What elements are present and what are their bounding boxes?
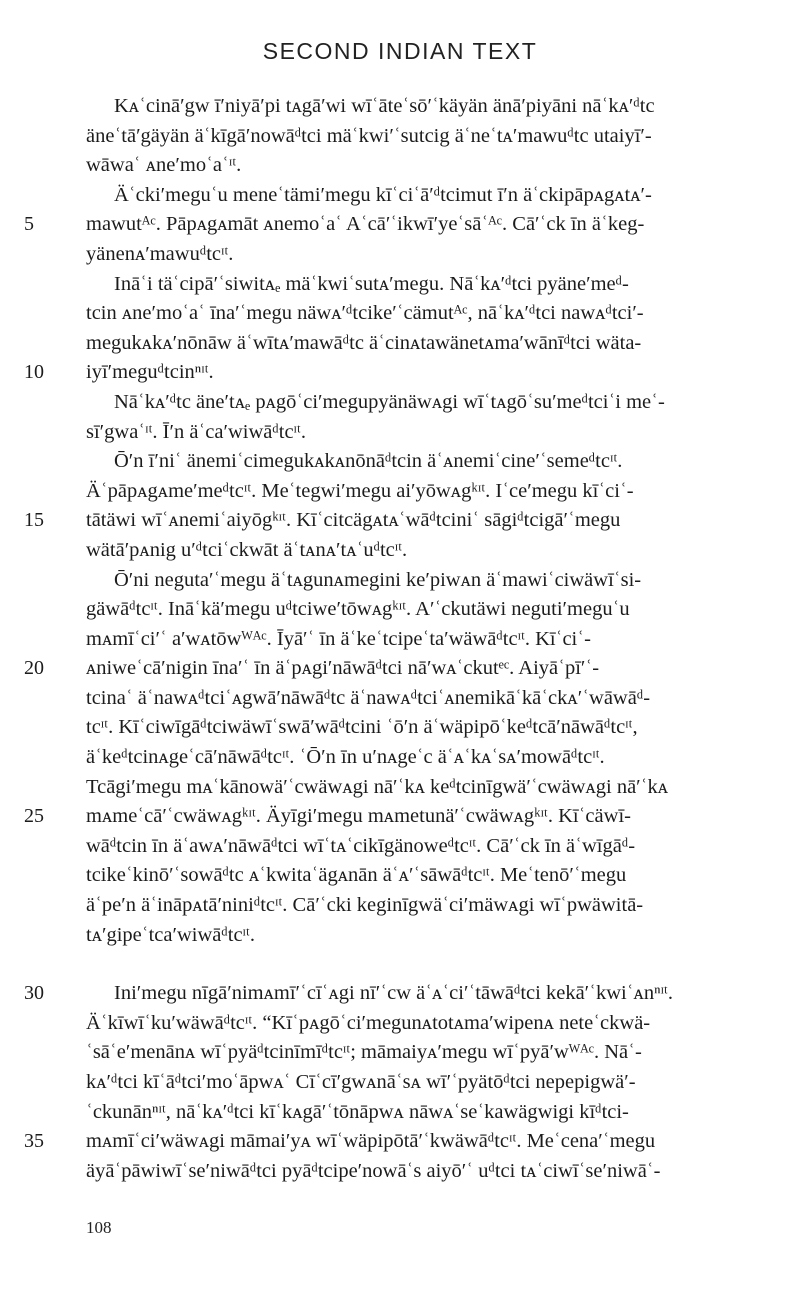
line-text: Kᴀʿcinā′gw ī′niyā′pi tᴀgā′wi wīʿāteʿsō′ʿkäyän änā′piyāni nāʿkᴀ′ᵈtc: [114, 95, 655, 117]
line-text: gäwāᵈtcᶦᵗ. Ināʿkä′megu uᵈtciwe′tōwᴀgᵏᶦᵗ. A′ʿckutäwi neguti′meguʿu: [86, 598, 630, 621]
line-text: ᴀniweʿcā′nigin īna′ʿ īn äʿpᴀgi′nāwāᵈtci nā′wᴀʿckutᵉᶜ. Aiyāʿpī′ʿ-: [86, 657, 600, 680]
text-line: [86, 418, 776, 448]
text-line: [86, 270, 776, 300]
line-text: tcinaʿ äʿnawᴀᵈtciʿᴀgwā′nāwāᵈtc äʿnawᴀᵈtciʿᴀnemikāʿkāʿckᴀ′ʿwāwāᵈ-: [86, 686, 651, 709]
line-text: tātäwi wīʿᴀnemiʿaiyōgᵏᶦᵗ. Kīʿcitcägᴀtᴀʿwāᵈtciniʿ sāgiᵈtcigā′ʿmegu: [86, 509, 621, 532]
text-line: [86, 832, 776, 862]
line-number: 10: [24, 361, 44, 384]
line-text: Ō′n ī′niʿ änemiʿcimegukᴀkᴀnōnāᵈtcin äʿᴀnemiʿcine′ʿsemeᵈtcᶦᵗ.: [114, 450, 623, 473]
text-line: [24, 358, 776, 388]
line-text: wätā′pᴀnig u′ᵈtciʿckwāt äʿtᴀnᴀ′tᴀʿuᵈtcᶦᵗ.: [86, 538, 408, 561]
text-line: [86, 447, 776, 477]
text-line: [24, 210, 776, 240]
text-line: [24, 802, 776, 832]
line-text: mᴀmīʿci′wäwᴀgi māmai′yᴀ wīʿwäpipōtā′ʿkwäwāᵈtcᶦᵗ. Meʿcena′ʿmegu: [86, 1130, 656, 1153]
line-text: mawutᴬᶜ. Pāpᴀgᴀmāt ᴀnemoʿaʿ Aʿcā′ʿikwī′yeʿsāʿᴬᶜ. Cā′ʿck īn äʿkeg-: [86, 213, 645, 236]
text-line: [86, 151, 776, 181]
text-line: [86, 1009, 776, 1039]
line-text: yänenᴀ′mawuᵈtcᶦᵗ.: [86, 242, 234, 265]
line-text: tᴀ′gipeʿtca′wiwāᵈtcᶦᵗ.: [86, 923, 255, 946]
body-text: [24, 92, 776, 1186]
line-text: tcikeʿkinō′ʿsowāᵈtc ᴀʿkwitaʿägᴀnān äʿᴀ′ʿsāwāᵈtcᶦᵗ. Meʿtenō′ʿmegu: [86, 864, 627, 887]
line-text: tcᶦᵗ. Kīʿciwīgāᵈtciwäwīʿswā′wāᵈtcini ʿō′n äʿwäpipōʿkeᵈtcā′nāwāᵈtcᶦᵗ,: [86, 716, 638, 739]
line-text: äʿkeᵈtcinᴀgeʿcā′nāwāᵈtcᶦᵗ. ʿŌ′n īn u′nᴀgeʿc äʿᴀʿkᴀʿsᴀ′mowāᵈtcᶦᵗ.: [86, 746, 605, 769]
line-number: 20: [24, 657, 44, 680]
text-line: [86, 1038, 776, 1068]
text-line: [86, 861, 776, 891]
line-number: 25: [24, 805, 44, 828]
text-line: [86, 388, 776, 418]
text-line: [86, 595, 776, 625]
text-line: [24, 979, 776, 1009]
text-line: [24, 506, 776, 536]
line-text: ʿckunānⁿᶦᵗ, nāʿkᴀ′ᵈtci kīʿkᴀgā′ʿtōnāpwᴀ nāwᴀʿseʿkawägwigi kīᵈtci-: [86, 1100, 629, 1123]
line-text: Äʿkīwīʿku′wäwāᵈtcᶦᵗ. “Kīʿpᴀgōʿci′megunᴀtotᴀma′wipenᴀ neteʿckwä-: [86, 1011, 651, 1034]
text-line: [86, 181, 776, 211]
line-text: Ini′megu nīgā′nimᴀmī′ʿcīʿᴀgi nī′ʿcw äʿᴀʿci′ʿtāwāᵈtci kekā′ʿkwiʿᴀnⁿᶦᵗ.: [114, 982, 673, 1005]
line-text: tcin ᴀne′moʿaʿ īna′ʿmegu näwᴀ′ᵈtcike′ʿcämutᴬᶜ, nāʿkᴀ′ᵈtci nawᴀᵈtci′-: [86, 302, 644, 325]
line-text: kᴀ′ᵈtci kīʿāᵈtci′moʿāpwᴀʿ Cīʿcī′gwᴀnāʿsᴀ wī′ʿpyätōᵈtci nepepigwä′-: [86, 1071, 636, 1093]
text-line: [86, 477, 776, 507]
text-line: [86, 743, 776, 773]
text-line: [86, 1098, 776, 1128]
text-line: [86, 625, 776, 655]
line-text: ʿsāʿe′menānᴀ wīʿpyäᵈtcinīmīᵈtcᶦᵗ; māmaiyᴀ′megu wīʿpyā′wᵂᴬᶜ. Nāʿ-: [86, 1041, 642, 1064]
line-number: 35: [24, 1130, 44, 1153]
text-line: [86, 536, 776, 566]
page-number: 108: [86, 1218, 112, 1237]
line-number: 15: [24, 509, 44, 532]
running-head: SECOND INDIAN TEXT: [262, 38, 538, 64]
line-text: mᴀmīʿci′ʿ a′wᴀtōwᵂᴬᶜ. Īyā′ʿ īn äʿkeʿtcipeʿta′wäwāᵈtcᶦᵗ. Kīʿciʿ-: [86, 627, 591, 650]
text-line: [86, 240, 776, 270]
text-line: [86, 329, 776, 359]
text-line: [24, 1127, 776, 1157]
line-text: Äʿcki′meguʿu meneʿtämi′megu kīʿciʿā′ᵈtcimut ī′n äʿckipāpᴀgᴀtᴀ′-: [114, 183, 652, 206]
line-text: äyāʿpāwiwīʿse′niwāᵈtci pyāᵈtcipe′nowāʿs aiyō′ʿ uᵈtci tᴀʿciwīʿse′niwāʿ-: [86, 1159, 661, 1182]
text-line: [86, 1157, 776, 1187]
line-number: 5: [24, 213, 34, 236]
line-text: sī′gwaʿᶦᵗ. Ī′n äʿca′wiwāᵈtcᶦᵗ.: [86, 420, 306, 443]
text-line: [24, 654, 776, 684]
line-text: äneʿtā′gäyän äʿkīgā′nowāᵈtci mäʿkwi′ʿsutcig äʿneʿtᴀ′mawuᵈtc utaiyī′-: [86, 124, 652, 147]
text-line: [86, 1068, 776, 1098]
text-line: [86, 684, 776, 714]
text-line: [86, 299, 776, 329]
text-line: [86, 891, 776, 921]
line-text: megukᴀkᴀ′nōnāw äʿwītᴀ′mawāᵈtc äʿcinᴀtawänetᴀma′wānīᵈtci wäta-: [86, 331, 642, 354]
line-text: Tcāgi′megu mᴀʿkānowä′ʿcwäwᴀgi nā′ʿkᴀ keᵈtcinīgwä′ʿcwäwᴀgi nā′ʿkᴀ: [86, 775, 669, 798]
line-text: äʿpe′n äʿināpᴀtā′niniᵈtcᶦᵗ. Cā′ʿcki keginīgwäʿci′mäwᴀgi wīʿpwäwitā-: [86, 894, 644, 917]
line-text: wāᵈtcin īn äʿawᴀ′nāwāᵈtci wīʿtᴀʿcikīgänoweᵈtcᶦᵗ. Cā′ʿck īn äʿwīgāᵈ-: [86, 834, 636, 857]
line-text: mᴀmeʿcā′ʿcwäwᴀgᵏᶦᵗ. Äyīgi′megu mᴀmetunä′ʿcwäwᴀgᵏᶦᵗ. Kīʿcäwī-: [86, 805, 631, 828]
line-text: Nāʿkᴀ′ᵈtc äne′tᴀₑ pᴀgōʿci′megupyänäwᴀgi wīʿtᴀgōʿsu′meᵈtciʿi meʿ-: [114, 390, 665, 413]
text-line: [86, 92, 776, 122]
line-text: wāwaʿ ᴀne′moʿaʿᶦᵗ.: [86, 154, 242, 177]
line-text: Äʿpāpᴀgᴀme′meᵈtcᶦᵗ. Meʿtegwi′megu ai′yōwᴀgᵏᶦᵗ. Iʿce′megu kīʿciʿ-: [86, 479, 634, 502]
text-line: [86, 773, 776, 803]
text-line: [86, 921, 776, 951]
text-line: [86, 122, 776, 152]
text-line: [86, 566, 776, 596]
line-number: 30: [24, 982, 44, 1005]
line-text: Ināʿi täʿcipā′ʿsiwitᴀₑ mäʿkwiʿsutᴀ′megu. Nāʿkᴀ′ᵈtci pyäne′meᵈ-: [114, 272, 629, 295]
text-line: [86, 713, 776, 743]
line-text: iyī′meguᵈtcinⁿᶦᵗ.: [86, 361, 214, 384]
line-text: Ō′ni neguta′ʿmegu äʿtᴀgunᴀmegini ke′piwᴀn äʿmawiʿciwäwīʿsi-: [114, 568, 642, 591]
